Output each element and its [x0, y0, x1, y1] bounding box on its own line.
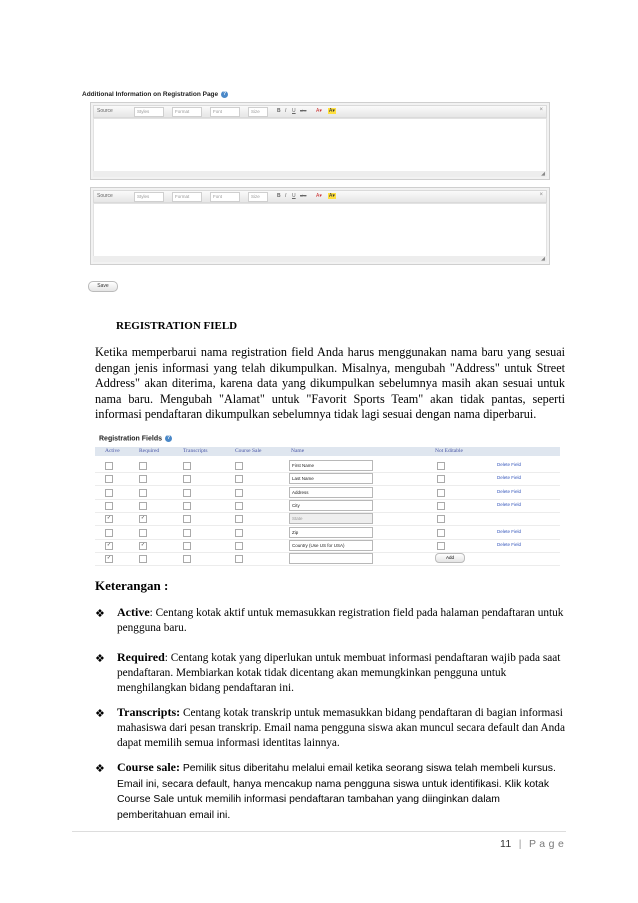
delete-field-link[interactable]: Delete Field	[497, 528, 522, 534]
save-button[interactable]: Save	[88, 281, 118, 292]
list-item-transcripts	[95, 705, 565, 751]
strike-button[interactable]: abc	[300, 193, 307, 198]
active-checkbox[interactable]	[105, 529, 113, 537]
table-row	[95, 526, 560, 540]
required-checkbox[interactable]	[139, 555, 147, 563]
diamond-bullet-icon: ❖	[95, 607, 105, 620]
list-item-required	[95, 650, 565, 696]
table-row	[95, 472, 560, 486]
editor-status-bar	[93, 256, 547, 262]
item-sep: :	[149, 607, 156, 619]
table-row	[95, 552, 560, 566]
add-button[interactable]: Add	[435, 553, 465, 563]
not-editable-checkbox[interactable]	[437, 515, 445, 523]
item-desc: Centang kotak transkrip untuk memasukkan bidang pendaftaran di bagian informasi mahasiswa dari pesan transkrip. Email nama pengguna siswa akan muncul secara default dan Anda dapat memilih semua informasi identitas lainnya.	[117, 707, 565, 749]
delete-field-link[interactable]: Delete Field	[497, 462, 522, 467]
table-row	[95, 486, 560, 500]
format-select[interactable]: Format	[172, 107, 202, 117]
course-sale-checkbox[interactable]	[235, 462, 243, 470]
bold-button[interactable]: B	[277, 193, 281, 199]
required-checkbox[interactable]: ✓	[140, 542, 146, 548]
col-transcripts: Transcripts	[183, 448, 208, 454]
resize-grip-icon[interactable]: ◢	[541, 172, 545, 177]
footer-separator: |	[518, 838, 522, 850]
delete-field-link[interactable]: Delete Field	[497, 475, 522, 481]
size-select[interactable]: Size	[248, 107, 268, 117]
delete-field-link[interactable]: Delete Field	[497, 488, 522, 494]
table-header	[95, 447, 560, 456]
keterangan-title: Keterangan :	[95, 578, 169, 593]
editor-status-bar	[93, 171, 547, 177]
col-name: Name	[291, 448, 305, 454]
source-button[interactable]: Source	[97, 108, 113, 114]
item-term: Active	[117, 605, 150, 619]
active-checkbox[interactable]	[105, 489, 113, 497]
delete-field-link[interactable]: Delete Field	[497, 501, 522, 507]
active-checkbox[interactable]: ✓	[106, 542, 112, 548]
active-checkbox[interactable]	[105, 462, 113, 470]
col-course-sale: Course Sale	[235, 448, 262, 454]
field-name-input[interactable]: Last Name	[289, 473, 373, 484]
close-icon[interactable]: ×	[539, 107, 543, 113]
styles-select[interactable]: Styles	[134, 107, 164, 117]
source-button[interactable]: Source	[97, 193, 113, 199]
field-name-input[interactable]	[289, 553, 373, 564]
diamond-bullet-icon: ❖	[95, 707, 105, 720]
footer-divider	[72, 831, 566, 832]
delete-field-link[interactable]: Delete Field	[497, 541, 522, 547]
diamond-bullet-icon: ❖	[95, 652, 105, 665]
editor-text-area[interactable]	[93, 203, 547, 257]
highlight-icon[interactable]: A▾	[329, 108, 335, 114]
course-sale-checkbox[interactable]	[235, 555, 243, 563]
active-checkbox[interactable]	[105, 502, 113, 510]
required-checkbox[interactable]	[139, 529, 147, 537]
transcripts-checkbox[interactable]	[183, 555, 191, 563]
field-name-input[interactable]: Address	[289, 487, 373, 498]
required-checkbox[interactable]: ✓	[140, 516, 146, 522]
close-icon[interactable]: ×	[539, 192, 543, 198]
rich-text-editor-2[interactable]	[90, 187, 550, 265]
table-row	[95, 459, 560, 473]
transcripts-checkbox[interactable]	[183, 542, 191, 550]
col-required: Required	[139, 448, 160, 454]
course-sale-checkbox[interactable]	[235, 502, 243, 510]
additional-info-title-text: Additional Information on Registration Page	[82, 91, 219, 99]
section-heading: REGISTRATION FIELD	[116, 320, 238, 332]
font-select[interactable]: Font	[210, 192, 240, 202]
table-row	[95, 499, 560, 513]
field-name-input[interactable]: State	[289, 513, 373, 524]
item-term: Transcripts:	[117, 705, 181, 719]
field-name-input[interactable]: Zip	[289, 527, 373, 538]
course-sale-checkbox[interactable]	[235, 489, 243, 497]
body-paragraph: Ketika memperbarui nama registration field Anda harus menggunakan nama baru yang sesuai dengan jenis informasi yang telah dikumpulkan. Misalnya, mengubah "Address" untuk Street Address" akan diterima, karena data yang dikumpulkan sebelumnya masih akan sesuai untuk nama baru. Mengubah "Alamat" untuk "Favorit Sports Team" akan tidak pantas, seperti informasi pendaftaran dikumpulkan sebelumnya tidak lagi sesuai dengan nama diperbarui.	[95, 345, 565, 422]
item-desc: Pemilik situs diberitahu melalui email ketika seorang siswa telah membeli kursus. Email ini, secara default, hanya mencakup nama pengguna siswa untuk identifikasi. Klik kotak Course Sale untuk memilih informasi pendaftaran tambahan yang diinginkan dalam pemberitahuan email ini.	[117, 763, 556, 821]
field-name-input[interactable]: Country (Use US for USA)	[289, 540, 373, 551]
not-editable-checkbox[interactable]	[437, 462, 445, 470]
course-sale-checkbox[interactable]	[235, 515, 243, 523]
col-not-editable: Not Editable	[435, 448, 463, 454]
required-checkbox[interactable]	[139, 489, 147, 497]
text-color-icon[interactable]: A▾	[316, 108, 322, 114]
editor-text-area[interactable]	[93, 118, 547, 172]
not-editable-checkbox[interactable]	[437, 542, 445, 550]
not-editable-checkbox[interactable]	[437, 529, 445, 537]
resize-grip-icon[interactable]: ◢	[541, 257, 545, 262]
list-item-active	[95, 605, 565, 636]
course-sale-checkbox[interactable]	[235, 475, 243, 483]
format-select[interactable]: Format	[172, 192, 202, 202]
item-sep: :	[164, 652, 171, 664]
strike-button[interactable]: abc	[300, 108, 307, 113]
underline-button[interactable]: U	[292, 108, 296, 114]
required-checkbox[interactable]	[139, 502, 147, 510]
help-icon[interactable]: ?	[222, 91, 226, 97]
transcripts-checkbox[interactable]	[183, 515, 191, 523]
transcripts-checkbox[interactable]	[183, 462, 191, 470]
font-select[interactable]: Font	[210, 107, 240, 117]
table-row	[95, 539, 560, 553]
item-desc: Centang kotak yang diperlukan untuk membuat informasi pendaftaran wajib pada saat pendaftaran. Membiarkan kotak tidak dicentang akan memungkinkan pengguna untuk menghilangkan bidang pendaftaran ini.	[117, 652, 561, 694]
italic-button[interactable]: I	[285, 193, 287, 199]
not-editable-checkbox[interactable]	[437, 489, 445, 497]
rich-text-editor-1[interactable]	[90, 102, 550, 180]
editor-toolbar	[93, 190, 547, 203]
item-term: Required	[117, 650, 165, 664]
transcripts-checkbox[interactable]	[183, 489, 191, 497]
underline-button[interactable]: U	[292, 193, 296, 199]
active-checkbox[interactable]: ✓	[106, 516, 112, 522]
text-color-icon[interactable]: A▾	[316, 193, 322, 199]
highlight-icon[interactable]: A▾	[329, 193, 335, 199]
transcripts-checkbox[interactable]	[183, 475, 191, 483]
field-name-input[interactable]: First Name	[289, 460, 373, 471]
page-number: 11	[500, 838, 512, 850]
size-select[interactable]: Size	[248, 192, 268, 202]
required-checkbox[interactable]	[139, 475, 147, 483]
additional-info-title	[82, 91, 228, 98]
table-row	[95, 512, 560, 526]
required-checkbox[interactable]	[139, 462, 147, 470]
additional-info-screenshot	[80, 88, 558, 293]
transcripts-checkbox[interactable]	[183, 502, 191, 510]
styles-select[interactable]: Styles	[134, 192, 164, 202]
page-footer	[500, 838, 564, 850]
diamond-bullet-icon: ❖	[95, 762, 105, 775]
active-checkbox[interactable]: ✓	[106, 556, 112, 562]
bold-button[interactable]: B	[277, 108, 281, 114]
transcripts-checkbox[interactable]	[183, 529, 191, 537]
help-icon[interactable]: ?	[166, 435, 170, 441]
editor-toolbar	[93, 105, 547, 118]
italic-button[interactable]: I	[285, 108, 287, 114]
page-label: P a g e	[528, 838, 565, 850]
item-desc: Centang kotak aktif untuk memasukkan registration field pada halaman pendaftaran untuk pengguna baru.	[117, 607, 564, 634]
registration-fields-title-text: Registration Fields	[99, 435, 163, 443]
list-item-course-sale	[95, 760, 565, 823]
not-editable-checkbox[interactable]	[437, 502, 445, 510]
field-name-input[interactable]: City	[289, 500, 373, 511]
registration-fields-screenshot	[95, 434, 560, 568]
not-editable-checkbox[interactable]	[437, 475, 445, 483]
active-checkbox[interactable]	[105, 475, 113, 483]
course-sale-checkbox[interactable]	[235, 542, 243, 550]
item-term: Course sale:	[117, 760, 180, 774]
col-active: Active	[105, 448, 120, 454]
registration-fields-title	[99, 435, 172, 442]
course-sale-checkbox[interactable]	[235, 529, 243, 537]
